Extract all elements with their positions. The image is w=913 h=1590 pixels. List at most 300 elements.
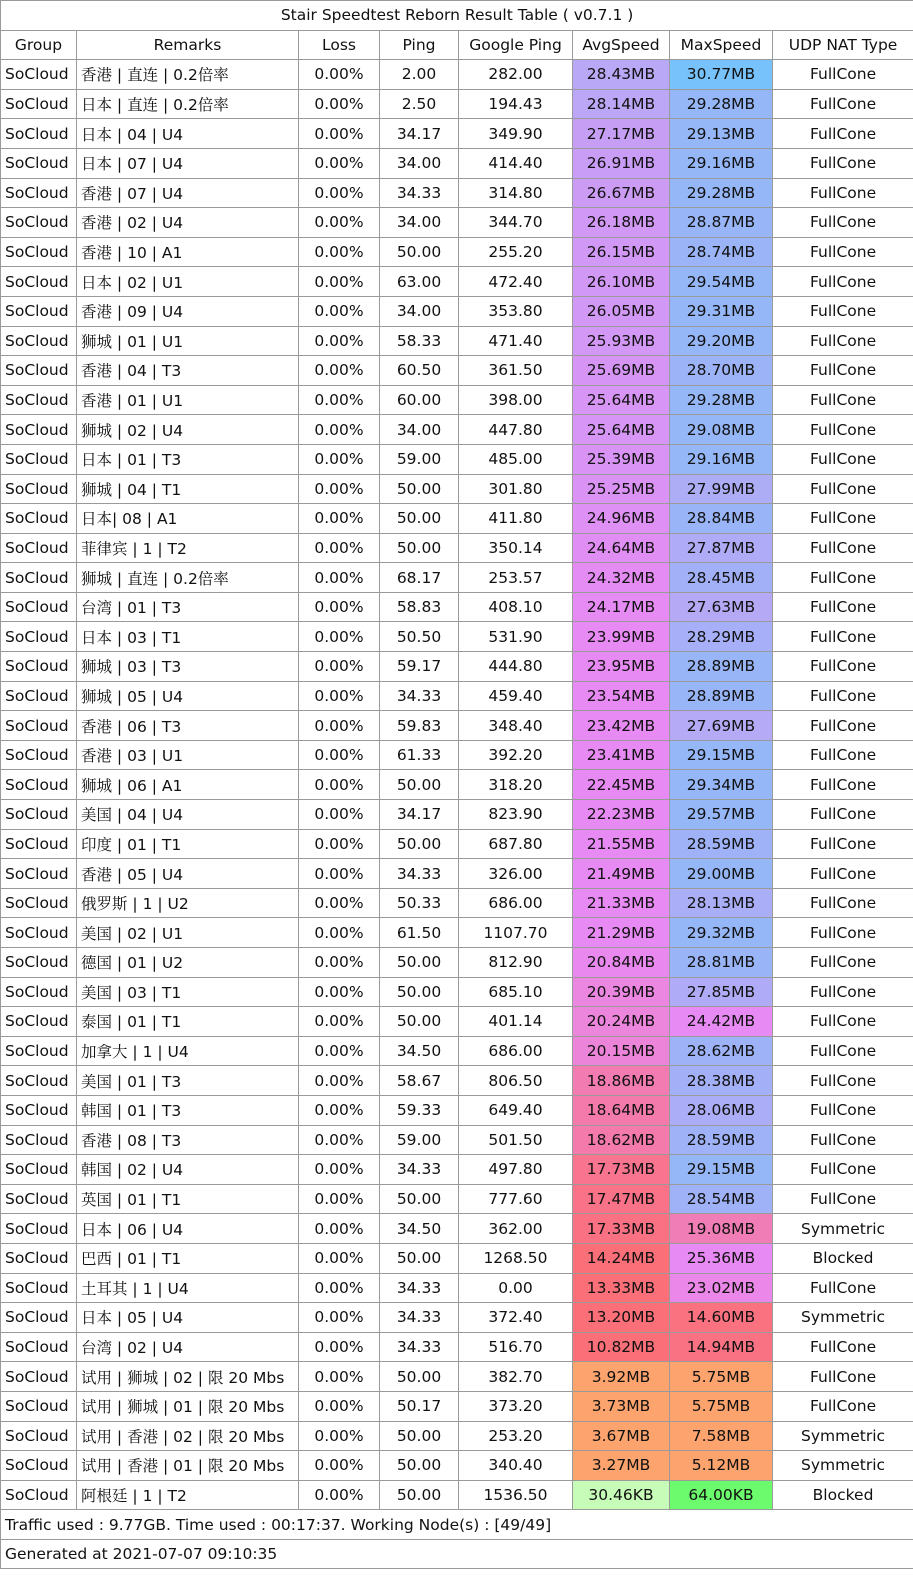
udp-nat-type-cell: FullCone — [773, 1391, 913, 1421]
maxspeed-cell: 28.70MB — [670, 356, 773, 386]
group-cell: SoCloud — [1, 977, 77, 1007]
remarks-cell: 阿根廷 | 1 | T2 — [77, 1480, 299, 1510]
google-ping-cell: 353.80 — [459, 296, 573, 326]
avgspeed-cell: 24.17MB — [573, 592, 670, 622]
maxspeed-cell: 29.31MB — [670, 296, 773, 326]
google-ping-cell: 823.90 — [459, 800, 573, 830]
group-cell: SoCloud — [1, 563, 77, 593]
avgspeed-cell: 23.99MB — [573, 622, 670, 652]
table-row — [1, 178, 913, 208]
table-row — [1, 1480, 913, 1510]
avgspeed-cell: 21.49MB — [573, 859, 670, 889]
google-ping-cell: 314.80 — [459, 178, 573, 208]
ping-cell: 61.50 — [380, 918, 459, 948]
google-ping-cell: 649.40 — [459, 1095, 573, 1125]
maxspeed-cell: 7.58MB — [670, 1421, 773, 1451]
maxspeed-cell: 5.75MB — [670, 1391, 773, 1421]
group-cell: SoCloud — [1, 1303, 77, 1333]
ping-cell: 50.00 — [380, 948, 459, 978]
group-cell: SoCloud — [1, 444, 77, 474]
google-ping-cell: 362.00 — [459, 1214, 573, 1244]
ping-cell: 34.33 — [380, 1303, 459, 1333]
udp-nat-type-cell: FullCone — [773, 237, 913, 267]
avgspeed-cell: 20.39MB — [573, 977, 670, 1007]
group-cell: SoCloud — [1, 60, 77, 90]
avgspeed-cell: 26.67MB — [573, 178, 670, 208]
avgspeed-cell: 18.62MB — [573, 1125, 670, 1155]
table-row — [1, 977, 913, 1007]
group-cell: SoCloud — [1, 1362, 77, 1392]
loss-cell: 0.00% — [299, 800, 380, 830]
loss-cell: 0.00% — [299, 1451, 380, 1481]
loss-cell: 0.00% — [299, 415, 380, 445]
google-ping-cell: 408.10 — [459, 592, 573, 622]
remarks-cell: 香港 | 07 | U4 — [77, 178, 299, 208]
google-ping-cell: 686.00 — [459, 1036, 573, 1066]
google-ping-cell: 516.70 — [459, 1332, 573, 1362]
remarks-cell: 狮城 | 直连 | 0.2倍率 — [77, 563, 299, 593]
ping-cell: 34.00 — [380, 208, 459, 238]
remarks-cell: 英国 | 01 | T1 — [77, 1184, 299, 1214]
loss-cell: 0.00% — [299, 533, 380, 563]
maxspeed-cell: 28.89MB — [670, 652, 773, 682]
avgspeed-cell: 20.24MB — [573, 1007, 670, 1037]
remarks-cell: 日本 | 05 | U4 — [77, 1303, 299, 1333]
group-cell: SoCloud — [1, 119, 77, 149]
table-row — [1, 1243, 913, 1273]
udp-nat-type-cell: Blocked — [773, 1243, 913, 1273]
table-row — [1, 622, 913, 652]
remarks-cell: 日本 | 06 | U4 — [77, 1214, 299, 1244]
maxspeed-cell: 64.00KB — [670, 1480, 773, 1510]
udp-nat-type-cell: FullCone — [773, 1184, 913, 1214]
group-cell: SoCloud — [1, 888, 77, 918]
avgspeed-cell: 3.73MB — [573, 1391, 670, 1421]
remarks-cell: 日本 | 07 | U4 — [77, 148, 299, 178]
maxspeed-cell: 30.77MB — [670, 60, 773, 90]
group-cell: SoCloud — [1, 1480, 77, 1510]
group-cell: SoCloud — [1, 1036, 77, 1066]
avgspeed-cell: 24.64MB — [573, 533, 670, 563]
google-ping-cell: 497.80 — [459, 1155, 573, 1185]
maxspeed-cell: 29.16MB — [670, 444, 773, 474]
maxspeed-cell: 28.87MB — [670, 208, 773, 238]
loss-cell: 0.00% — [299, 770, 380, 800]
udp-nat-type-cell: FullCone — [773, 977, 913, 1007]
google-ping-cell: 398.00 — [459, 385, 573, 415]
google-ping-cell: 777.60 — [459, 1184, 573, 1214]
loss-cell: 0.00% — [299, 385, 380, 415]
ping-cell: 34.33 — [380, 178, 459, 208]
google-ping-cell: 444.80 — [459, 652, 573, 682]
maxspeed-cell: 5.12MB — [670, 1451, 773, 1481]
maxspeed-cell: 28.84MB — [670, 504, 773, 534]
avgspeed-cell: 21.29MB — [573, 918, 670, 948]
maxspeed-cell: 29.20MB — [670, 326, 773, 356]
avgspeed-cell: 24.32MB — [573, 563, 670, 593]
ping-cell: 59.00 — [380, 1125, 459, 1155]
remarks-cell: 狮城 | 02 | U4 — [77, 415, 299, 445]
udp-nat-type-cell: FullCone — [773, 740, 913, 770]
ping-cell: 34.00 — [380, 415, 459, 445]
udp-nat-type-cell: FullCone — [773, 60, 913, 90]
udp-nat-type-cell: FullCone — [773, 178, 913, 208]
loss-cell: 0.00% — [299, 208, 380, 238]
table-row — [1, 711, 913, 741]
header-row — [1, 30, 913, 60]
udp-nat-type-cell: FullCone — [773, 918, 913, 948]
group-cell: SoCloud — [1, 918, 77, 948]
group-cell: SoCloud — [1, 770, 77, 800]
ping-cell: 58.33 — [380, 326, 459, 356]
remarks-cell: 试用 | 狮城 | 01 | 限 20 Mbs — [77, 1391, 299, 1421]
google-ping-cell: 340.40 — [459, 1451, 573, 1481]
google-ping-cell: 501.50 — [459, 1125, 573, 1155]
remarks-cell: 日本 | 直连 | 0.2倍率 — [77, 89, 299, 119]
table-row — [1, 504, 913, 534]
maxspeed-cell: 27.87MB — [670, 533, 773, 563]
ping-cell: 50.00 — [380, 1007, 459, 1037]
loss-cell: 0.00% — [299, 859, 380, 889]
maxspeed-cell: 29.08MB — [670, 415, 773, 445]
avgspeed-cell: 21.55MB — [573, 829, 670, 859]
column-header-group: Group — [1, 30, 77, 60]
table-row — [1, 1273, 913, 1303]
ping-cell: 61.33 — [380, 740, 459, 770]
column-header-ping: Ping — [380, 30, 459, 60]
avgspeed-cell: 26.18MB — [573, 208, 670, 238]
google-ping-cell: 392.20 — [459, 740, 573, 770]
column-header-google-ping: Google Ping — [459, 30, 573, 60]
google-ping-cell: 348.40 — [459, 711, 573, 741]
remarks-cell: 香港 | 01 | U1 — [77, 385, 299, 415]
remarks-cell: 韩国 | 02 | U4 — [77, 1155, 299, 1185]
table-row — [1, 237, 913, 267]
google-ping-cell: 531.90 — [459, 622, 573, 652]
udp-nat-type-cell: FullCone — [773, 770, 913, 800]
loss-cell: 0.00% — [299, 740, 380, 770]
ping-cell: 50.00 — [380, 1480, 459, 1510]
group-cell: SoCloud — [1, 1214, 77, 1244]
udp-nat-type-cell: FullCone — [773, 1036, 913, 1066]
udp-nat-type-cell: FullCone — [773, 800, 913, 830]
table-row — [1, 1421, 913, 1451]
table-row — [1, 385, 913, 415]
avgspeed-cell: 26.15MB — [573, 237, 670, 267]
ping-cell: 34.33 — [380, 859, 459, 889]
group-cell: SoCloud — [1, 1243, 77, 1273]
maxspeed-cell: 5.75MB — [670, 1362, 773, 1392]
loss-cell: 0.00% — [299, 356, 380, 386]
maxspeed-cell: 27.85MB — [670, 977, 773, 1007]
avgspeed-cell: 23.42MB — [573, 711, 670, 741]
maxspeed-cell: 29.32MB — [670, 918, 773, 948]
loss-cell: 0.00% — [299, 296, 380, 326]
ping-cell: 34.33 — [380, 1155, 459, 1185]
group-cell: SoCloud — [1, 740, 77, 770]
maxspeed-cell: 29.28MB — [670, 89, 773, 119]
loss-cell: 0.00% — [299, 1036, 380, 1066]
remarks-cell: 香港 | 09 | U4 — [77, 296, 299, 326]
group-cell: SoCloud — [1, 1273, 77, 1303]
remarks-cell: 美国 | 04 | U4 — [77, 800, 299, 830]
avgspeed-cell: 25.39MB — [573, 444, 670, 474]
ping-cell: 68.17 — [380, 563, 459, 593]
google-ping-cell: 1268.50 — [459, 1243, 573, 1273]
ping-cell: 50.00 — [380, 1362, 459, 1392]
ping-cell: 50.17 — [380, 1391, 459, 1421]
avgspeed-cell: 26.10MB — [573, 267, 670, 297]
remarks-cell: 狮城 | 01 | U1 — [77, 326, 299, 356]
remarks-cell: 香港 | 06 | T3 — [77, 711, 299, 741]
udp-nat-type-cell: FullCone — [773, 681, 913, 711]
ping-cell: 59.00 — [380, 444, 459, 474]
udp-nat-type-cell: FullCone — [773, 1332, 913, 1362]
google-ping-cell: 806.50 — [459, 1066, 573, 1096]
loss-cell: 0.00% — [299, 1391, 380, 1421]
google-ping-cell: 414.40 — [459, 148, 573, 178]
loss-cell: 0.00% — [299, 977, 380, 1007]
loss-cell: 0.00% — [299, 60, 380, 90]
loss-cell: 0.00% — [299, 1155, 380, 1185]
avgspeed-cell: 30.46KB — [573, 1480, 670, 1510]
avgspeed-cell: 26.91MB — [573, 148, 670, 178]
udp-nat-type-cell: FullCone — [773, 119, 913, 149]
ping-cell: 60.50 — [380, 356, 459, 386]
maxspeed-cell: 29.28MB — [670, 385, 773, 415]
loss-cell: 0.00% — [299, 1214, 380, 1244]
maxspeed-cell: 29.16MB — [670, 148, 773, 178]
remarks-cell: 日本 | 04 | U4 — [77, 119, 299, 149]
maxspeed-cell: 28.06MB — [670, 1095, 773, 1125]
loss-cell: 0.00% — [299, 948, 380, 978]
udp-nat-type-cell: FullCone — [773, 563, 913, 593]
footer-generated-row — [1, 1539, 913, 1569]
table-row — [1, 681, 913, 711]
table-row — [1, 119, 913, 149]
avgspeed-cell: 25.64MB — [573, 415, 670, 445]
table-row — [1, 1362, 913, 1392]
ping-cell: 50.00 — [380, 829, 459, 859]
loss-cell: 0.00% — [299, 237, 380, 267]
remarks-cell: 香港 | 03 | U1 — [77, 740, 299, 770]
loss-cell: 0.00% — [299, 267, 380, 297]
udp-nat-type-cell: FullCone — [773, 1125, 913, 1155]
table-row — [1, 267, 913, 297]
google-ping-cell: 301.80 — [459, 474, 573, 504]
table-row — [1, 1066, 913, 1096]
loss-cell: 0.00% — [299, 888, 380, 918]
udp-nat-type-cell: FullCone — [773, 1007, 913, 1037]
group-cell: SoCloud — [1, 1421, 77, 1451]
group-cell: SoCloud — [1, 237, 77, 267]
ping-cell: 59.83 — [380, 711, 459, 741]
traffic-summary: Traffic used : 9.77GB. Time used : 00:17:37. Working Node(s) : [49/49] — [1, 1510, 913, 1540]
avgspeed-cell: 13.33MB — [573, 1273, 670, 1303]
loss-cell: 0.00% — [299, 1125, 380, 1155]
table-row — [1, 356, 913, 386]
google-ping-cell: 1107.70 — [459, 918, 573, 948]
udp-nat-type-cell: FullCone — [773, 1066, 913, 1096]
loss-cell: 0.00% — [299, 1095, 380, 1125]
remarks-cell: 美国 | 01 | T3 — [77, 1066, 299, 1096]
table-row — [1, 1007, 913, 1037]
loss-cell: 0.00% — [299, 592, 380, 622]
udp-nat-type-cell: FullCone — [773, 1095, 913, 1125]
group-cell: SoCloud — [1, 1007, 77, 1037]
google-ping-cell: 372.40 — [459, 1303, 573, 1333]
ping-cell: 50.00 — [380, 770, 459, 800]
group-cell: SoCloud — [1, 652, 77, 682]
remarks-cell: 巴西 | 01 | T1 — [77, 1243, 299, 1273]
remarks-cell: 香港 | 05 | U4 — [77, 859, 299, 889]
result-rows — [1, 60, 913, 1510]
avgspeed-cell: 10.82MB — [573, 1332, 670, 1362]
google-ping-cell: 255.20 — [459, 237, 573, 267]
group-cell: SoCloud — [1, 385, 77, 415]
footer-traffic-row — [1, 1510, 913, 1540]
column-header-udp-nat-type: UDP NAT Type — [773, 30, 913, 60]
google-ping-cell: 812.90 — [459, 948, 573, 978]
table-row — [1, 888, 913, 918]
table-row — [1, 1184, 913, 1214]
udp-nat-type-cell: Blocked — [773, 1480, 913, 1510]
udp-nat-type-cell: FullCone — [773, 533, 913, 563]
maxspeed-cell: 28.45MB — [670, 563, 773, 593]
group-cell: SoCloud — [1, 859, 77, 889]
avgspeed-cell: 26.05MB — [573, 296, 670, 326]
maxspeed-cell: 29.54MB — [670, 267, 773, 297]
loss-cell: 0.00% — [299, 622, 380, 652]
remarks-cell: 狮城 | 05 | U4 — [77, 681, 299, 711]
google-ping-cell: 471.40 — [459, 326, 573, 356]
maxspeed-cell: 27.69MB — [670, 711, 773, 741]
maxspeed-cell: 14.60MB — [670, 1303, 773, 1333]
udp-nat-type-cell: FullCone — [773, 356, 913, 386]
remarks-cell: 香港 | 直连 | 0.2倍率 — [77, 60, 299, 90]
ping-cell: 50.00 — [380, 533, 459, 563]
google-ping-cell: 350.14 — [459, 533, 573, 563]
loss-cell: 0.00% — [299, 711, 380, 741]
group-cell: SoCloud — [1, 1184, 77, 1214]
udp-nat-type-cell: FullCone — [773, 1155, 913, 1185]
generated-timestamp: Generated at 2021-07-07 09:10:35 — [1, 1539, 913, 1569]
group-cell: SoCloud — [1, 711, 77, 741]
ping-cell: 60.00 — [380, 385, 459, 415]
maxspeed-cell: 29.15MB — [670, 740, 773, 770]
avgspeed-cell: 25.69MB — [573, 356, 670, 386]
google-ping-cell: 373.20 — [459, 1391, 573, 1421]
maxspeed-cell: 28.81MB — [670, 948, 773, 978]
remarks-cell: 香港 | 10 | A1 — [77, 237, 299, 267]
loss-cell: 0.00% — [299, 829, 380, 859]
group-cell: SoCloud — [1, 267, 77, 297]
avgspeed-cell: 28.43MB — [573, 60, 670, 90]
table-row — [1, 918, 913, 948]
google-ping-cell: 344.70 — [459, 208, 573, 238]
group-cell: SoCloud — [1, 1155, 77, 1185]
maxspeed-cell: 28.38MB — [670, 1066, 773, 1096]
table-row — [1, 770, 913, 800]
maxspeed-cell: 24.42MB — [670, 1007, 773, 1037]
group-cell: SoCloud — [1, 1125, 77, 1155]
udp-nat-type-cell: FullCone — [773, 622, 913, 652]
table-row — [1, 1095, 913, 1125]
maxspeed-cell: 28.74MB — [670, 237, 773, 267]
udp-nat-type-cell: FullCone — [773, 652, 913, 682]
table-row — [1, 1332, 913, 1362]
group-cell: SoCloud — [1, 208, 77, 238]
ping-cell: 50.00 — [380, 1451, 459, 1481]
ping-cell: 34.00 — [380, 148, 459, 178]
ping-cell: 58.67 — [380, 1066, 459, 1096]
ping-cell: 34.33 — [380, 681, 459, 711]
loss-cell: 0.00% — [299, 1184, 380, 1214]
google-ping-cell: 253.57 — [459, 563, 573, 593]
loss-cell: 0.00% — [299, 1007, 380, 1037]
remarks-cell: 德国 | 01 | U2 — [77, 948, 299, 978]
table-row — [1, 444, 913, 474]
ping-cell: 63.00 — [380, 267, 459, 297]
udp-nat-type-cell: FullCone — [773, 208, 913, 238]
udp-nat-type-cell: FullCone — [773, 89, 913, 119]
group-cell: SoCloud — [1, 1095, 77, 1125]
group-cell: SoCloud — [1, 622, 77, 652]
table-row — [1, 563, 913, 593]
google-ping-cell: 459.40 — [459, 681, 573, 711]
maxspeed-cell: 29.34MB — [670, 770, 773, 800]
google-ping-cell: 349.90 — [459, 119, 573, 149]
udp-nat-type-cell: Symmetric — [773, 1451, 913, 1481]
loss-cell: 0.00% — [299, 148, 380, 178]
remarks-cell: 台湾 | 02 | U4 — [77, 1332, 299, 1362]
group-cell: SoCloud — [1, 829, 77, 859]
maxspeed-cell: 29.00MB — [670, 859, 773, 889]
group-cell: SoCloud — [1, 533, 77, 563]
remarks-cell: 日本 | 01 | T3 — [77, 444, 299, 474]
table-row — [1, 60, 913, 90]
group-cell: SoCloud — [1, 415, 77, 445]
remarks-cell: 美国 | 02 | U1 — [77, 918, 299, 948]
table-row — [1, 740, 913, 770]
maxspeed-cell: 14.94MB — [670, 1332, 773, 1362]
table-row — [1, 1214, 913, 1244]
column-header-loss: Loss — [299, 30, 380, 60]
remarks-cell: 加拿大 | 1 | U4 — [77, 1036, 299, 1066]
remarks-cell: 日本 | 02 | U1 — [77, 267, 299, 297]
avgspeed-cell: 18.64MB — [573, 1095, 670, 1125]
remarks-cell: 日本 | 03 | T1 — [77, 622, 299, 652]
avgspeed-cell: 23.41MB — [573, 740, 670, 770]
maxspeed-cell: 23.02MB — [670, 1273, 773, 1303]
group-cell: SoCloud — [1, 800, 77, 830]
avgspeed-cell: 20.15MB — [573, 1036, 670, 1066]
table-row — [1, 800, 913, 830]
group-cell: SoCloud — [1, 681, 77, 711]
group-cell: SoCloud — [1, 178, 77, 208]
table-row — [1, 474, 913, 504]
group-cell: SoCloud — [1, 504, 77, 534]
google-ping-cell: 447.80 — [459, 415, 573, 445]
ping-cell: 50.00 — [380, 977, 459, 1007]
remarks-cell: 香港 | 02 | U4 — [77, 208, 299, 238]
loss-cell: 0.00% — [299, 178, 380, 208]
udp-nat-type-cell: FullCone — [773, 444, 913, 474]
ping-cell: 50.00 — [380, 1184, 459, 1214]
ping-cell: 34.17 — [380, 119, 459, 149]
google-ping-cell: 401.14 — [459, 1007, 573, 1037]
loss-cell: 0.00% — [299, 563, 380, 593]
